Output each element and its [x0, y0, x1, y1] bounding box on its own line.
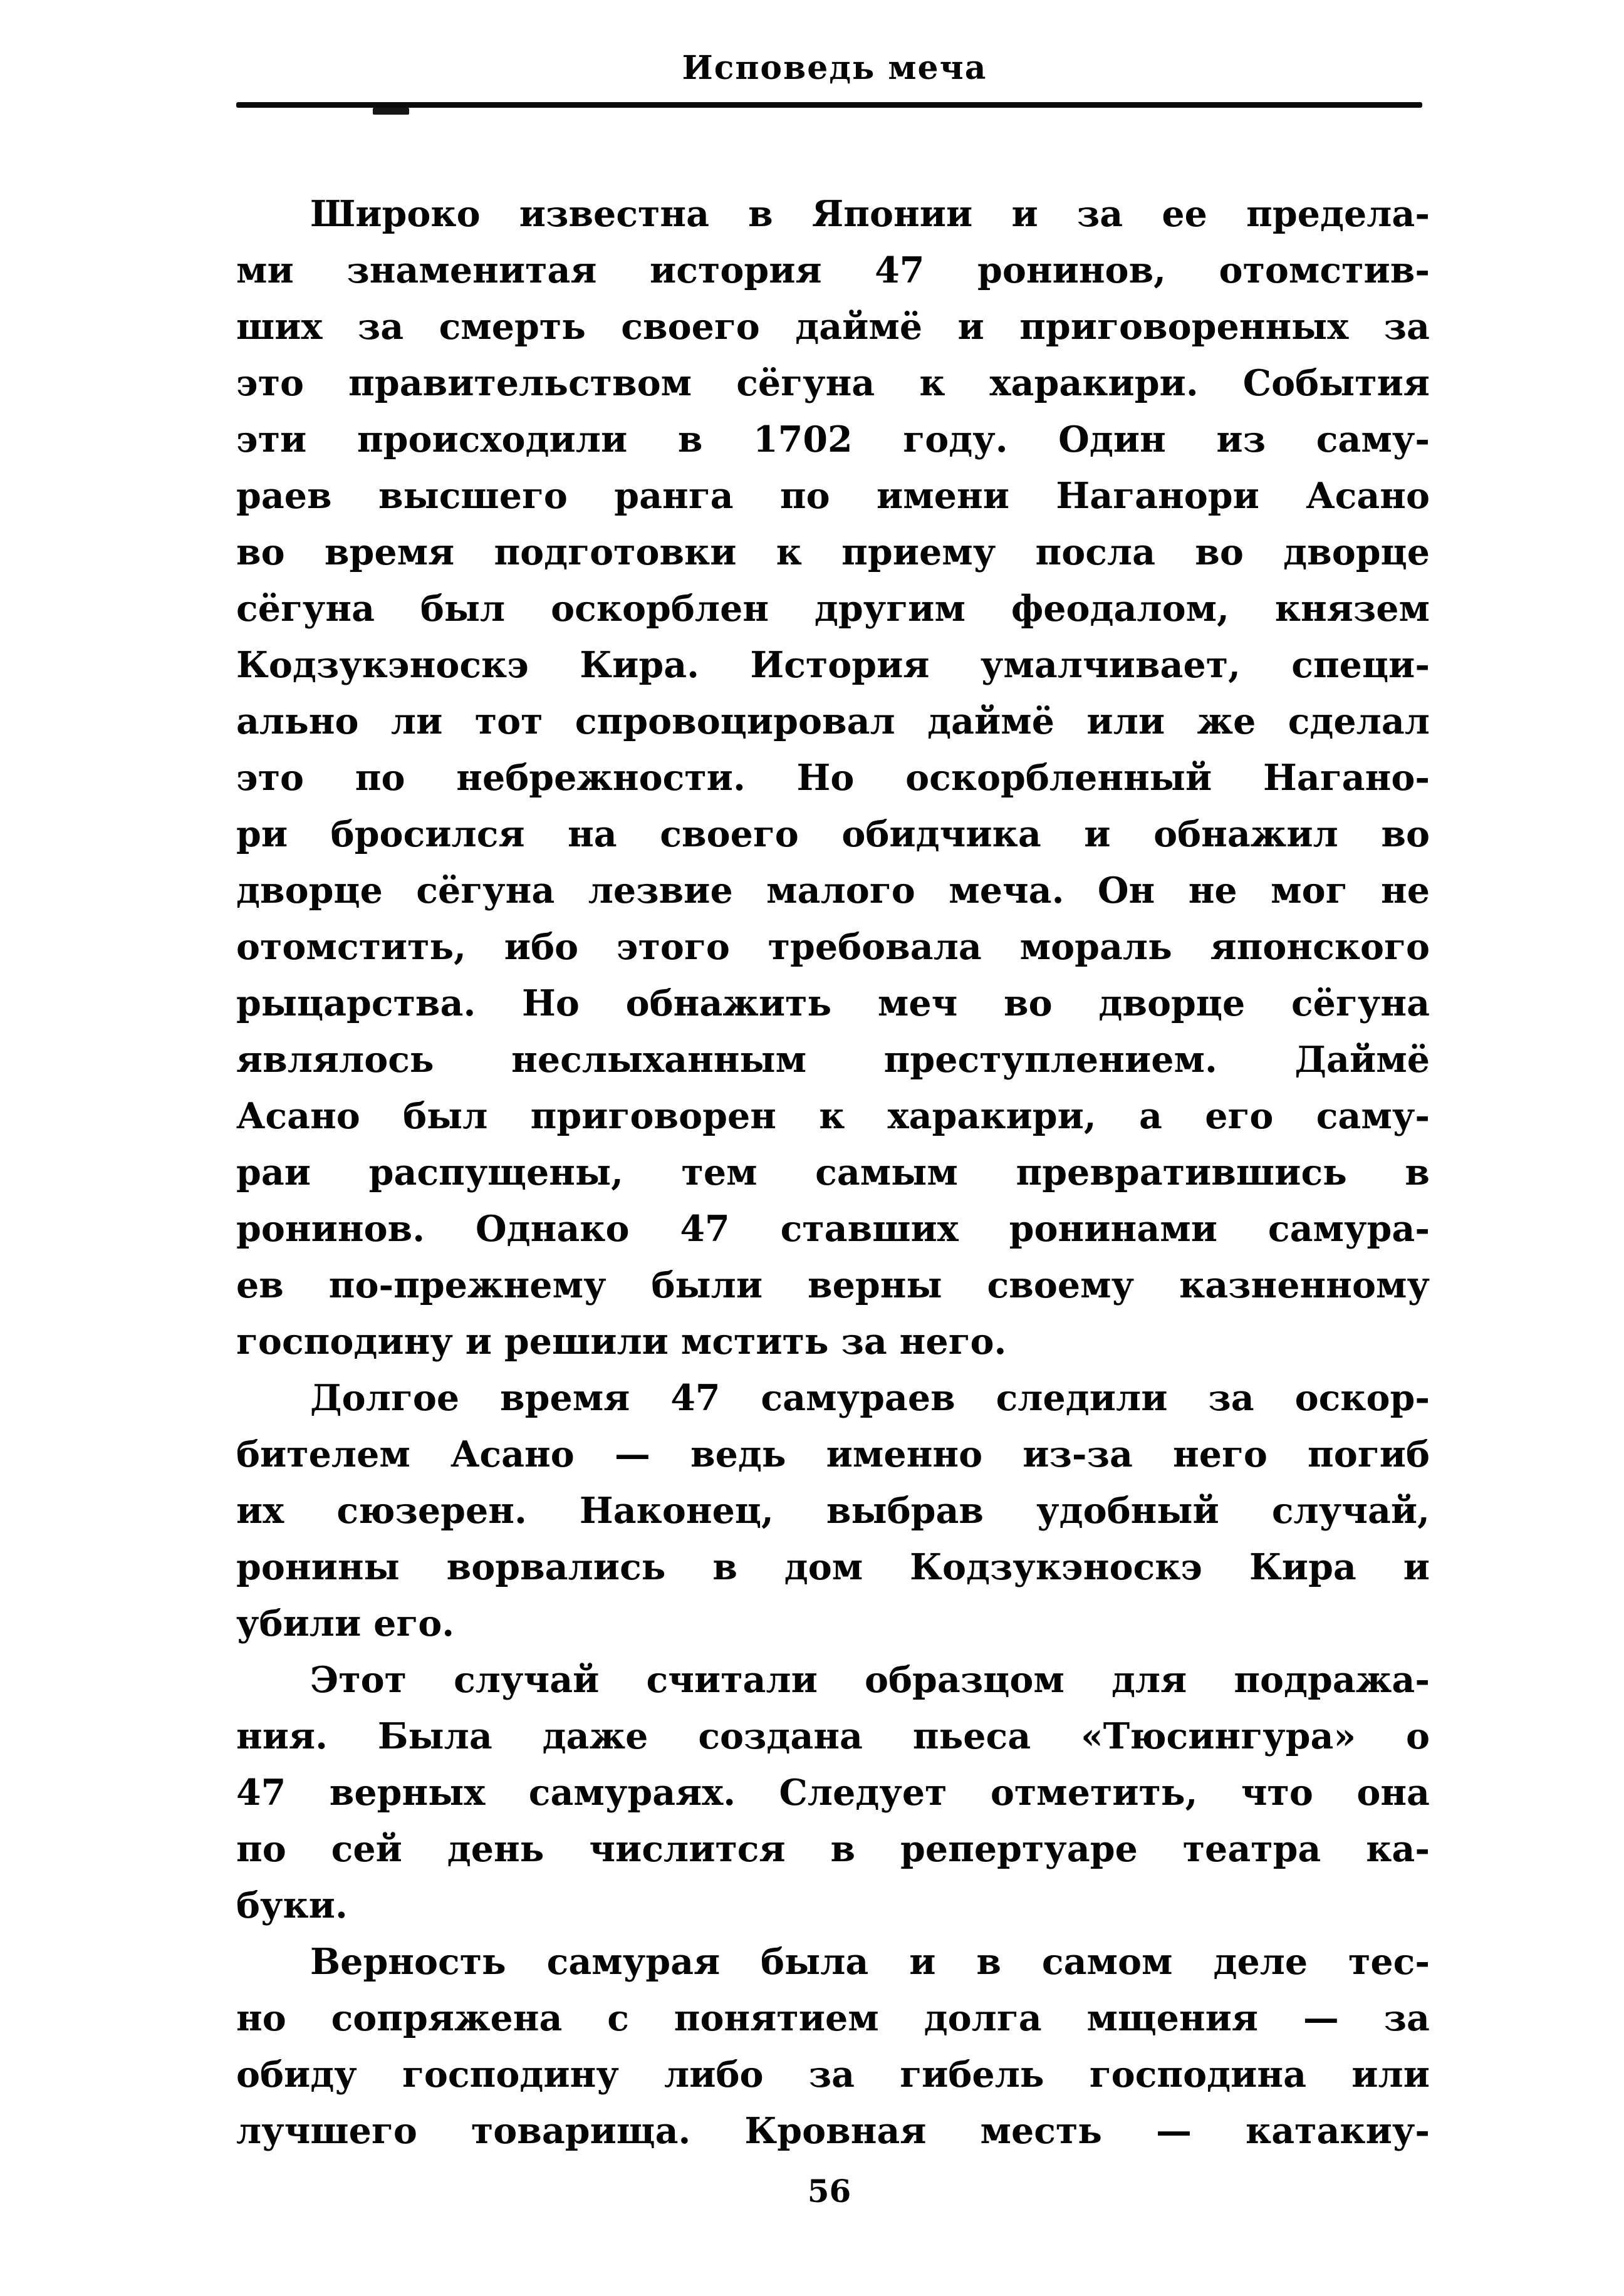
- text-line: но сопряжена с понятием долга мщения — за: [236, 1997, 1430, 2039]
- text-line: это по небрежности. Но оскорбленный Нагано-: [236, 757, 1430, 799]
- text-line: сёгуна был оскорблен другим феодалом, князем: [236, 588, 1430, 630]
- text-line: Долгое время 47 самураев следили за оскор-: [310, 1377, 1430, 1419]
- text-line: их сюзерен. Наконец, выбрав удобный случай,: [236, 1490, 1430, 1532]
- text-line: обиду господину либо за гибель господина или: [236, 2054, 1430, 2096]
- text-line: являлось неслыханным преступлением. Даймё: [236, 1039, 1430, 1081]
- text-line: Широко известна в Японии и за ее предела-: [310, 193, 1430, 235]
- text-line: ронины ворвались в дом Кодзукэноскэ Кира и: [236, 1546, 1430, 1588]
- text-line: убили его.: [236, 1603, 455, 1644]
- text-line: Этот случай считали образцом для подража-: [310, 1659, 1430, 1701]
- text-line: отомстить, ибо этого требовала мораль японского: [236, 926, 1430, 968]
- text-line: по сей день числится в репертуаре театра ка-: [236, 1828, 1430, 1870]
- text-line: во время подготовки к приему посла во дворце: [236, 531, 1430, 573]
- page-number: 56: [807, 2173, 851, 2210]
- text-line: рыцарства. Но обнажить меч во дворце сёгуна: [236, 982, 1430, 1024]
- text-line: это правительством сёгуна к харакири. События: [236, 362, 1430, 404]
- header-divider: [236, 102, 1422, 108]
- text-line: дворце сёгуна лезвие малого меча. Он не мог не: [236, 870, 1430, 912]
- text-line: ри бросился на своего обидчика и обнажил во: [236, 813, 1430, 855]
- text-line: ми знаменитая история 47 ронинов, отомстив-: [236, 249, 1430, 291]
- text-line: Верность самурая была и в самом деле тес-: [310, 1941, 1430, 1983]
- text-line: ших за смерть своего даймё и приговоренных за: [236, 306, 1430, 348]
- text-line: раев высшего ранга по имени Наганори Асано: [236, 475, 1430, 517]
- text-line: ально ли тот спровоцировал даймё или же сделал: [236, 700, 1430, 742]
- body-text: [236, 186, 1430, 2159]
- text-line: ев по-прежнему были верны своему казненному: [236, 1264, 1430, 1306]
- book-page: [236, 0, 1433, 2296]
- text-line: бителем Асано — ведь именно из-за него погиб: [236, 1433, 1430, 1475]
- text-line: раи распущены, тем самым превратившись в: [236, 1151, 1430, 1193]
- text-line: эти происходили в 1702 году. Один из саму-: [236, 418, 1430, 460]
- text-line: буки.: [236, 1884, 348, 1926]
- text-line: Асано был приговорен к харакири, а его саму-: [236, 1095, 1430, 1137]
- scan-smudge: [373, 108, 409, 115]
- page-header-title: Исповедь меча: [682, 49, 987, 87]
- text-line: лучшего товарища. Кровная месть — катакиу-: [236, 2110, 1430, 2152]
- text-line: ронинов. Однако 47 ставших ронинами самура-: [236, 1208, 1430, 1250]
- text-line: господину и решили мстить за него.: [236, 1321, 1007, 1363]
- text-line: ния. Была даже создана пьеса «Тюсингура» о: [236, 1715, 1430, 1757]
- text-line: 47 верных самураях. Следует отметить, что она: [236, 1772, 1430, 1814]
- text-line: Кодзукэноскэ Кира. История умалчивает, специ-: [236, 644, 1430, 686]
